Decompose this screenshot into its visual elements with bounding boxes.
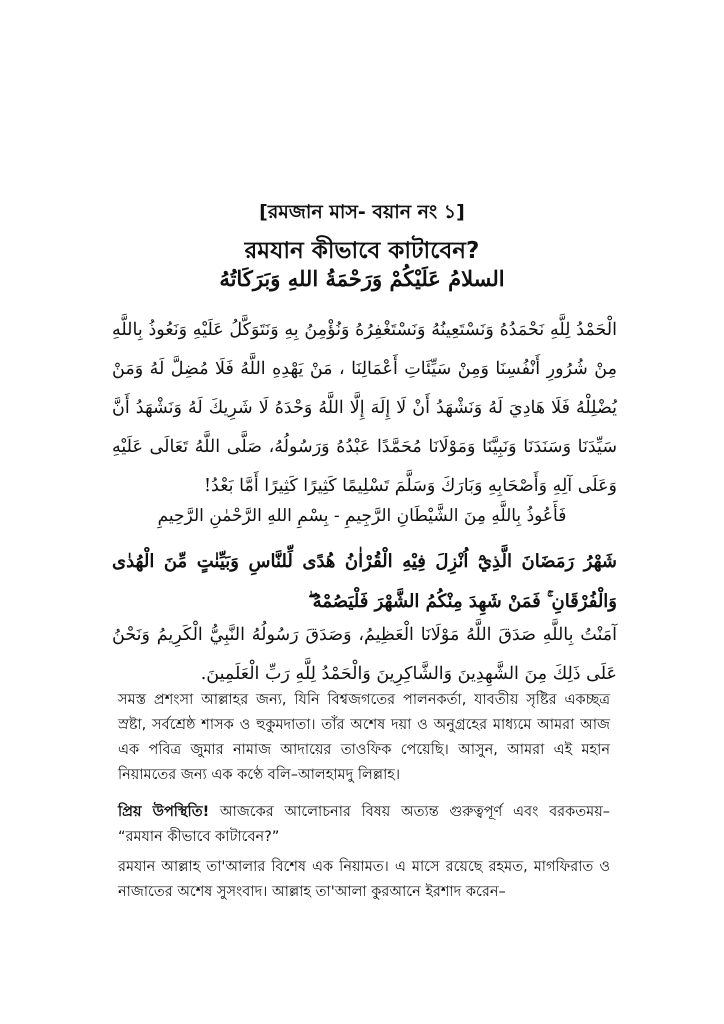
series-label: [রমজান মাস- বয়ান নং ১] bbox=[259, 201, 465, 223]
salam-greeting: السلامُ عَلَيْكُمْ وَرَحْمَةُ اللهِ وَبَرَكَاتُهُ bbox=[219, 266, 505, 291]
closing-dua: آمَنْتُ بِاللَّهِ صَدَقَ اللَّهُ مَوْلَانَا الْعَظِيمُ، وَصَدَقَ رَسُولُهُ النَّبِيُّ الْكَرِيمُ وَنَحْنُ عَلَى ذَلِكَ مِنَ الشَّهِدِينَ وَالشَّاكِرِينَ وَالْحَمْدُ لِلَّهِ رَبِّ الْعَلَمِينَ. bbox=[112, 625, 617, 684]
paragraph-topic bbox=[118, 800, 610, 850]
quran-verse: شَهْرُ رَمَضَانَ الَّذِيْٓ اُنْزِلَ فِيْهِ الْقُرْاٰنُ هُدًى لِّلنَّاسِ وَبَيِّنٰتٍ مِّنَ الْهُدٰى وَالْفُرْقَانِ ۚ فَمَنْ شَهِدَ مِنْكُمُ الشَّهْرَ فَلْيَصُمْهُ ۖ bbox=[112, 551, 617, 612]
audience-address: প্রিয় উপস্থিতি! bbox=[118, 804, 210, 820]
khutbah-text: الْحَمْدُ لِلَّهِ نَحْمَدُهُ وَنَسْتَعِينُهُ وَنَسْتَغْفِرُهُ وَنُؤْمِنُ بِهِ وَنَتَوَكَّلُ عَلَيْهِ وَنَعُوذُ بِاللَّهِ مِنْ شُرُورِ أَنْفُسِنَا وَمِنْ سَيِّئَاتِ أَعْمَالِنَا ، مَنْ يَهْدِهِ اللَّهُ فَلَا مُضِلَّ لَهُ وَمَنْ يُضْلِلْهُ فَلَا هَادِيَ لَهُ وَنَشْهَدُ أَنْ لَا إِلَهَ إِلَّا اللَّهُ وَحْدَهُ لَا شَرِيكَ لَهُ وَنَشْهَدُ أَنَّ سَيِّدَنَا وَسَنَدَنَا وَنَبِيَّنَا وَمَوْلَانَا مُحَمَّدًا عَبْدُهُ وَرَسُولُهُ، صَلَّى اللَّهُ تَعَالَى عَلَيْهِ وَعَلَى آلِهِ وَأَصْحَابِهِ وَبَارَكَ وَسَلَّمَ تَسْلِيمًا كَثِيرًا كَثِيرًا أَمَّا بَعْدُ! bbox=[112, 320, 617, 496]
taawwudh-basmala: فَأَعُوذُ بِاللَّهِ مِنَ الشَّيْطَانِ الرَّجِيمِ - بِسْمِ اللهِ الرَّحْمٰنِ الرَّحِيمِ bbox=[157, 506, 567, 526]
paragraph-ramadan: রমযান আল্লাহ তা'আলার বিশেষ এক নিয়ামত। এ মাসে রয়েছে রহমত, মাগফিরাত ও নাজাতের অশেষ সুসংবাদ। আল্লাহ তা'আলা কুরআনে ইরশাদ করেন– bbox=[118, 859, 610, 900]
page-title: রমযান কীভাবে কাটাবেন? bbox=[244, 238, 480, 264]
topic-text: আজকের আলোচনার বিষয় অত্যন্ত গুরুত্বপূর্ণ এবং বরকতময়– “রমযান কীভাবে কাটাবেন?” bbox=[118, 804, 611, 845]
paragraph-praise: সমস্ত প্রশংসা আল্লাহর জন্য, যিনি বিশ্বজগতের পালনকর্তা, যাবতীয় সৃষ্টির একচ্ছত্র স্রষ্টা, সর্বশ্রেষ্ঠ শাসক ও হুকুমদাতা। তাঁর অশেষ দয়া ও অনুগ্রহের মাধ্যমে আমরা আজ এক পবিত্র জুমার নামাজ আদায়ের তাওফিক পেয়েছি। আসুন, আমরা এই মহান নিয়ামতের জন্য এক কণ্ঠে বলি–আলহামদু লিল্লাহ। bbox=[118, 692, 610, 783]
